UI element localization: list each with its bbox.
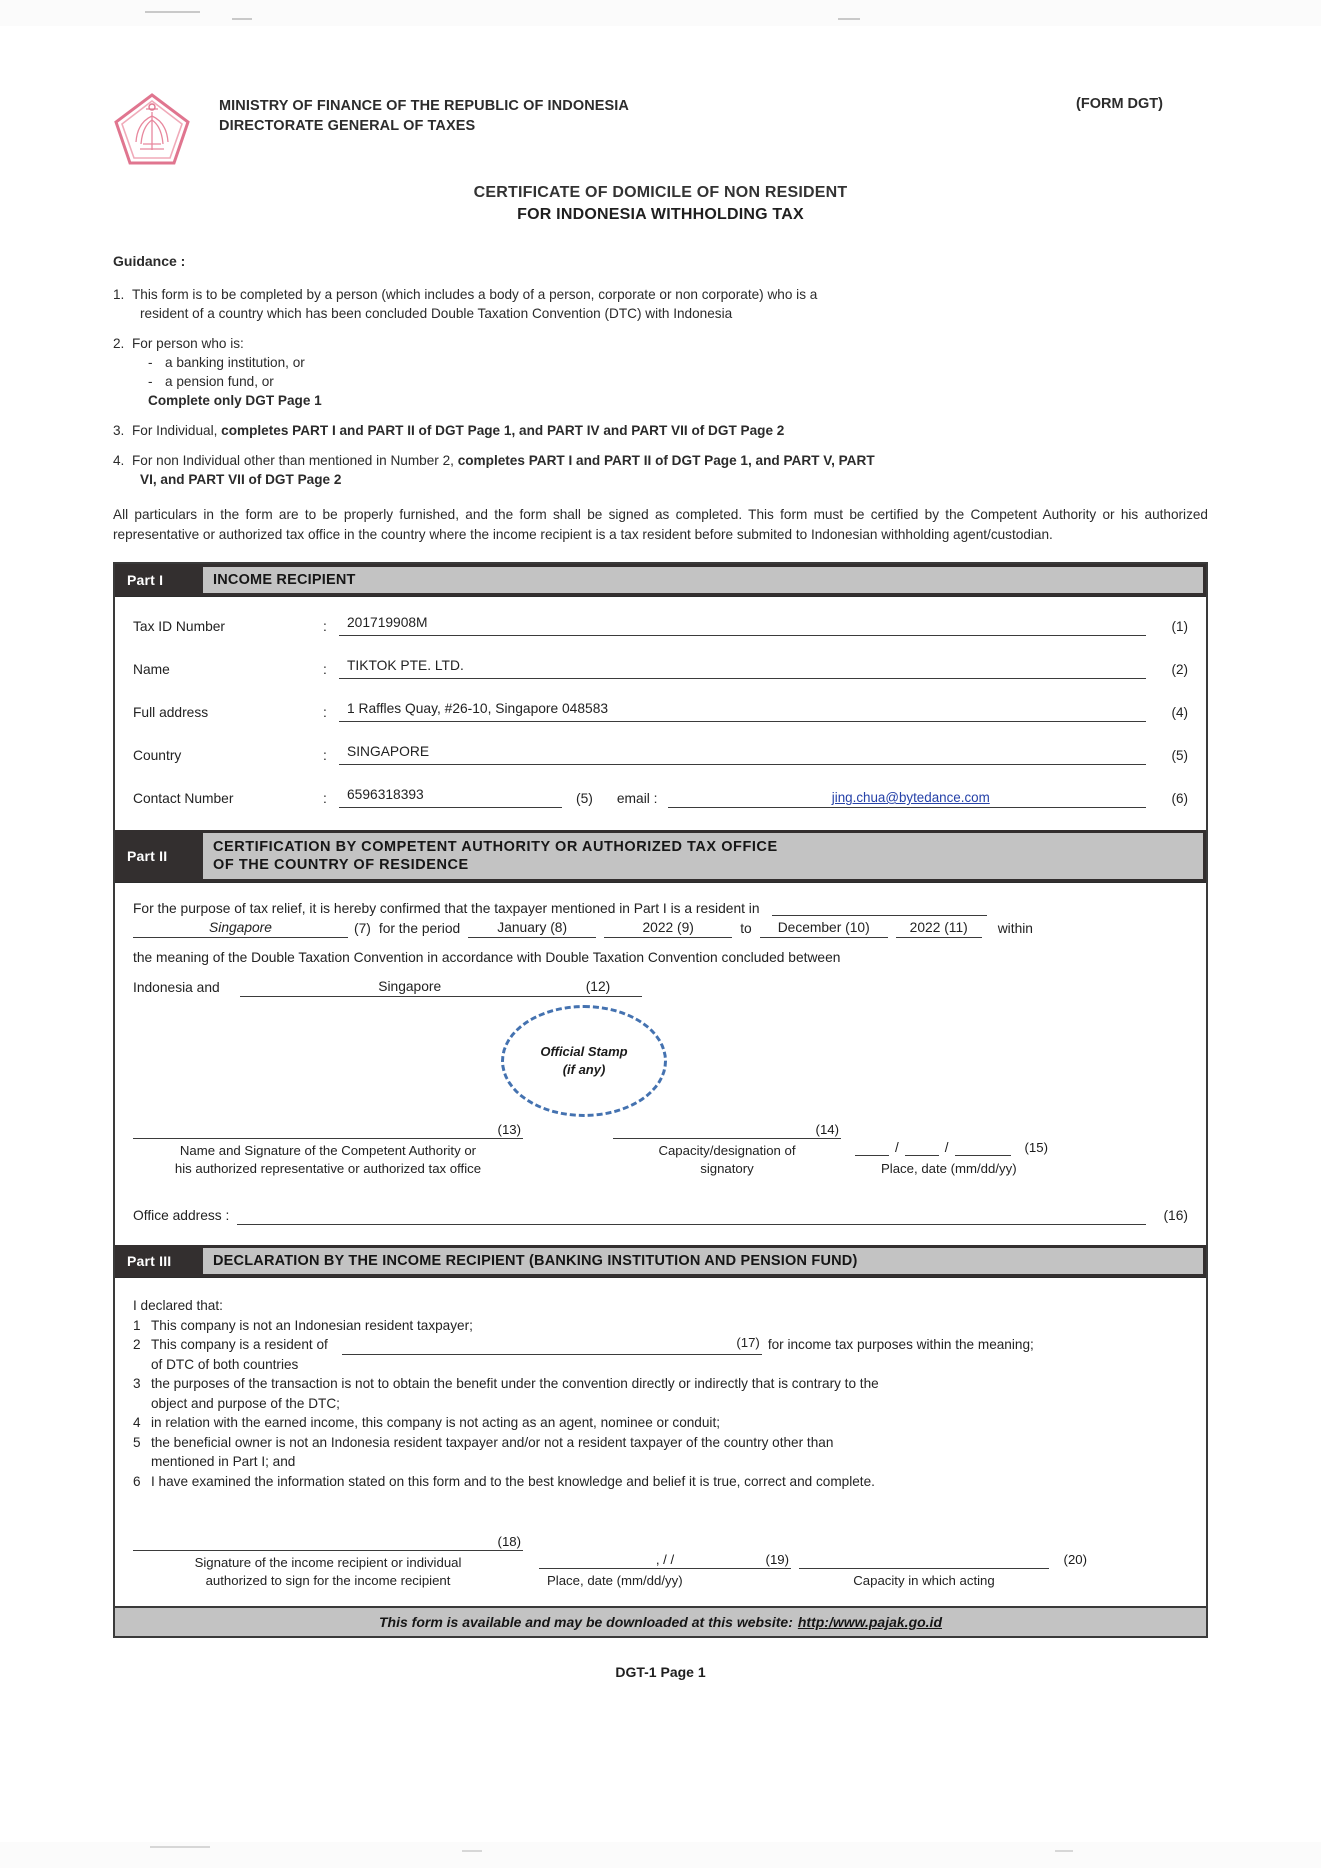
contact-number-input[interactable]: 6596318393 xyxy=(339,787,562,808)
title-line-1: CERTIFICATE OF DOMICILE OF NON RESIDENT xyxy=(473,184,848,201)
place-date-caption: Place, date (mm/dd/yy) xyxy=(881,1161,1017,1176)
competent-authority-signature-input[interactable] xyxy=(133,1121,523,1139)
part-3-signature-row xyxy=(133,1533,1188,1590)
guidance-item-1-line-1: This form is to be completed by a person (which includes a body of a person, corporate or non corporate) who is a xyxy=(132,287,818,302)
part-3-body xyxy=(115,1278,1206,1606)
capacity-acting-caption: Capacity in which acting xyxy=(853,1573,995,1588)
place-date-inputs[interactable] xyxy=(855,1140,1085,1157)
part-2-title-line-1: CERTIFICATION BY COMPETENT AUTHORITY OR AUTHORIZED TAX OFFICE xyxy=(213,839,778,855)
guidance-paragraph: All particulars in the form are to be properly furnished, and the form shall be signed as completed. This form must be certified by the Competent Authority or his authorized representative or authorized tax office in the country where the income recipient is a tax resident before submited to Indonesian withholding agent/custodian. xyxy=(113,507,1208,542)
recipient-signature-caption xyxy=(133,1551,523,1590)
capacity-designation-block xyxy=(613,1121,841,1178)
form-code: (FORM DGT) xyxy=(1076,96,1163,112)
place-date-block xyxy=(855,1140,1085,1178)
email-value: jing.chua@bytedance.com xyxy=(831,790,990,805)
competent-authority-signature-block xyxy=(133,1121,523,1178)
part-2-intro-row xyxy=(133,901,1188,916)
field-full-address xyxy=(133,701,1188,722)
bullet-dash: - xyxy=(148,355,153,370)
field-label: Tax ID Number xyxy=(133,619,226,634)
declaration-item-2-tail: for income tax purposes within the meaning; xyxy=(767,1337,1034,1352)
part-2-period-row xyxy=(133,920,1188,938)
email-input[interactable] xyxy=(668,790,1146,808)
scan-artifact xyxy=(838,18,860,20)
declaration-item-5-continuation: mentioned in Part I; and xyxy=(151,1454,296,1469)
part-3-header xyxy=(115,1245,1206,1278)
part-2-meaning-text: the meaning of the Double Taxation Convention in accordance with Double Taxation Convention concluded between xyxy=(133,950,841,965)
period-to-label: to xyxy=(740,921,752,936)
guidance-item-1-number: 1. xyxy=(113,287,125,302)
declaration-item-4-number: 4 xyxy=(133,1415,141,1430)
declaration-item-4-text: in relation with the earned income, this company is not acting as an agent, nominee or conduit; xyxy=(151,1415,721,1430)
indonesia-and-label: Indonesia and xyxy=(133,980,220,995)
declaration-intro: I declared that: xyxy=(133,1298,223,1313)
caption-line-1: Signature of the income recipient or individual xyxy=(194,1555,462,1570)
capacity-acting-ref-number: (20) xyxy=(1063,1552,1087,1567)
name-input[interactable]: TIKTOK PTE. LTD. xyxy=(339,658,1146,679)
guidance-item-3-bold: completes PART I and PART II of DGT Page 1, and PART IV and PART VII of DGT Page 2 xyxy=(221,423,785,438)
period-year-from-input[interactable]: 2022 (9) xyxy=(604,920,732,938)
scan-artifact xyxy=(150,1846,210,1848)
declaration-item-2-continuation: of DTC of both countries xyxy=(151,1356,299,1372)
part-2-header xyxy=(115,830,1206,883)
guidance-item-4-number: 4. xyxy=(113,453,125,468)
recipient-place-date-input[interactable] xyxy=(539,1551,791,1569)
part-2-treaty-row xyxy=(133,979,1188,997)
office-address-input[interactable] xyxy=(237,1222,1146,1225)
declaration-item-1 xyxy=(133,1316,1188,1336)
guidance-item-2-bold-note: Complete only DGT Page 1 xyxy=(148,393,322,408)
guidance-item-2-sub-1 xyxy=(132,353,1208,372)
declaration-item-2-number: 2 xyxy=(133,1337,141,1352)
field-label: Full address xyxy=(133,705,209,720)
field-tax-id-number xyxy=(133,615,1188,636)
guidance-item-3-number: 3. xyxy=(113,423,125,438)
guidance-section xyxy=(113,252,1208,544)
part-1-body xyxy=(115,597,1206,830)
part-2-title xyxy=(203,833,1203,879)
recipient-place-date-caption: Place, date (mm/dd/yy) xyxy=(547,1573,683,1588)
title-line-2: FOR INDONESIA WITHHOLDING TAX xyxy=(517,206,804,223)
signature-ref-number: (18) xyxy=(497,1534,521,1549)
period-month-to-input[interactable]: December (10) xyxy=(760,920,888,938)
guidance-item-4 xyxy=(113,451,1208,489)
resident-of-ref-number: (17) xyxy=(736,1335,760,1350)
place-date-marks: , / / xyxy=(655,1552,675,1567)
org-line-1: MINISTRY OF FINANCE OF THE REPUBLIC OF INDONESIA xyxy=(219,98,630,114)
recipient-signature-block xyxy=(133,1533,523,1590)
residence-country-ref: (7) xyxy=(354,921,371,936)
full-address-input[interactable]: 1 Raffles Quay, #26-10, Singapore 048583 xyxy=(339,701,1146,722)
field-ref-number: (5) xyxy=(1171,748,1188,763)
part-2-signature-row xyxy=(133,1121,1188,1178)
part-2-title-line-2: OF THE COUNTRY OF RESIDENCE xyxy=(213,857,469,873)
office-address-label: Office address : xyxy=(133,1208,230,1223)
scan-artifact xyxy=(462,1850,482,1852)
caption-line-1: Name and Signature of the Competent Authority or xyxy=(179,1143,477,1158)
field-ref-number: (6) xyxy=(1171,791,1188,806)
part-2-body xyxy=(115,883,1206,1245)
residence-country-input[interactable]: Singapore xyxy=(133,920,348,938)
date-segment-mm[interactable] xyxy=(855,1140,889,1156)
field-colon: : xyxy=(323,619,327,634)
field-ref-number: (1) xyxy=(1171,619,1188,634)
part-1-label: Part I xyxy=(115,564,203,596)
period-month-from-input[interactable]: January (8) xyxy=(468,920,596,938)
guidance-item-4-bold-2: VI, and PART VII of DGT Page 2 xyxy=(140,472,342,487)
guidance-item-4-plain: For non Individual other than mentioned in Number 2, xyxy=(132,453,458,468)
capacity-acting-input[interactable] xyxy=(799,1551,1087,1569)
guidance-item-3 xyxy=(113,421,1208,440)
treaty-country-input[interactable]: Singapore xyxy=(240,979,580,997)
caption-line-1: Capacity/designation of xyxy=(658,1143,796,1158)
treaty-country-ref: (12) xyxy=(580,979,642,997)
declaration-item-3-text: the purposes of the transaction is not to obtain the benefit under the convention directly or indirectly that is contrary to the xyxy=(151,1376,879,1391)
field-country xyxy=(133,744,1188,765)
declaration-item-1-number: 1 xyxy=(133,1317,141,1333)
scan-artifact xyxy=(145,11,200,13)
stamp-line-1: Official Stamp xyxy=(540,1044,628,1059)
field-colon: : xyxy=(323,662,327,677)
part-3-title: DECLARATION BY THE INCOME RECIPIENT (BANKING INSTITUTION AND PENSION FUND) xyxy=(203,1248,1203,1274)
field-ref-number: (4) xyxy=(1171,705,1188,720)
document-title xyxy=(113,182,1208,226)
ministry-heading xyxy=(219,96,629,136)
office-address-row xyxy=(133,1208,1188,1225)
guidance-item-4-bold-1: completes PART I and PART II of DGT Page 1, and PART V, PART xyxy=(457,453,875,468)
declaration-item-1-text: This company is not an Indonesian resident taxpayer; xyxy=(151,1317,473,1333)
guidance-item-2-sub-2-text: a pension fund, or xyxy=(165,374,274,389)
form-body xyxy=(113,562,1208,1638)
place-date-ref-number: (15) xyxy=(1024,1140,1048,1155)
declaration-list xyxy=(133,1296,1188,1491)
caption-line-2: his authorized representative or authorized tax office xyxy=(174,1161,482,1176)
capacity-designation-caption xyxy=(613,1139,841,1178)
official-stamp-area xyxy=(133,997,1188,1117)
country-input[interactable]: SINGAPORE xyxy=(339,744,1146,765)
part-1-header xyxy=(115,564,1206,597)
part-2-label: Part II xyxy=(115,830,203,882)
declaration-item-5-text: the beneficial owner is not an Indonesia resident taxpayer and/or not a resident taxpayer of the country other than xyxy=(151,1434,834,1450)
guidance-item-1-line-2: resident of a country which has been concluded Double Taxation Convention (DTC) with Indonesia xyxy=(140,306,733,321)
for-the-period-label: for the period xyxy=(378,921,461,936)
bullet-dash: - xyxy=(148,374,153,389)
recipient-signature-input[interactable] xyxy=(133,1533,523,1551)
field-colon: : xyxy=(323,705,327,720)
caption-line-2: authorized to sign for the income recipient xyxy=(205,1573,451,1588)
guidance-item-2-sub-1-text: a banking institution, or xyxy=(165,355,305,370)
guidance-item-3-plain: For Individual, xyxy=(132,423,222,438)
date-segment-yy[interactable] xyxy=(955,1140,1011,1156)
declaration-item-5-number: 5 xyxy=(133,1434,141,1450)
email-label: email : xyxy=(616,791,658,806)
declaration-item-3-number: 3 xyxy=(133,1376,141,1391)
scan-artifact xyxy=(1055,1850,1073,1852)
caption-line-2: signatory xyxy=(700,1161,754,1176)
guidance-item-2-line-1: For person who is: xyxy=(132,336,244,351)
signature-ref-number: (13) xyxy=(497,1122,521,1137)
footer-text: This form is available and may be downloaded at this website: xyxy=(378,1614,793,1630)
field-label: Country xyxy=(133,748,182,763)
field-colon: : xyxy=(323,791,327,806)
official-stamp-placeholder xyxy=(501,1005,667,1117)
part-1-title: INCOME RECIPIENT xyxy=(203,567,1203,593)
scan-artifact xyxy=(232,18,252,20)
form-sheet xyxy=(113,70,1208,1680)
pajak-website-link[interactable]: http:/www.pajak.go.id xyxy=(797,1614,943,1630)
field-ref-number: (2) xyxy=(1171,662,1188,677)
indonesia-garuda-emblem-icon xyxy=(113,92,191,164)
form-footer-bar xyxy=(115,1606,1206,1636)
field-label: Contact Number xyxy=(133,791,234,806)
declaration-item-6-number: 6 xyxy=(133,1473,141,1489)
contact-ref-number: (5) xyxy=(576,791,593,806)
declaration-item-3-continuation: object and purpose of the DTC; xyxy=(151,1395,340,1411)
declaration-item-3 xyxy=(133,1374,1188,1413)
date-slash-1: / xyxy=(895,1140,899,1155)
guidance-item-2 xyxy=(113,334,1208,410)
recipient-place-date-block xyxy=(539,1551,791,1590)
resident-in-input[interactable] xyxy=(772,915,987,916)
part-2-intro-text: For the purpose of tax relief, it is hereby confirmed that the taxpayer mentioned in Part I is a resident in xyxy=(133,901,760,916)
date-slash-2: / xyxy=(944,1140,949,1155)
declaration-item-2 xyxy=(133,1335,1188,1374)
within-label: within xyxy=(997,921,1033,936)
capacity-acting-block xyxy=(799,1551,1087,1590)
competent-authority-caption xyxy=(133,1139,523,1178)
guidance-item-1 xyxy=(113,285,1208,323)
place-date-ref-number: (19) xyxy=(765,1552,789,1567)
field-colon: : xyxy=(323,748,327,763)
declaration-item-6 xyxy=(133,1472,1188,1492)
declaration-item-4 xyxy=(133,1413,1188,1433)
capacity-designation-input[interactable] xyxy=(613,1121,841,1139)
declaration-item-6-text: I have examined the information stated on this form and to the best knowledge and belief it is true, correct and complete. xyxy=(151,1473,875,1489)
page-footer: DGT-1 Page 1 xyxy=(615,1664,706,1680)
guidance-item-2-sub-2 xyxy=(132,372,1208,391)
scan-edge-top xyxy=(0,0,1321,26)
stamp-line-2: (if any) xyxy=(562,1062,606,1077)
field-name xyxy=(133,658,1188,679)
office-address-ref: (16) xyxy=(1163,1208,1188,1223)
guidance-heading: Guidance : xyxy=(113,253,186,269)
date-segment-dd[interactable] xyxy=(905,1140,939,1156)
document-header xyxy=(113,70,1208,148)
period-year-to-input[interactable]: 2022 (11) xyxy=(896,920,982,938)
guidance-item-2-number: 2. xyxy=(113,336,125,351)
field-contact-number xyxy=(133,787,1188,808)
field-label: Name xyxy=(133,662,170,677)
org-line-2: DIRECTORATE GENERAL OF TAXES xyxy=(219,118,476,134)
declaration-item-5 xyxy=(133,1433,1188,1472)
tax-id-number-input[interactable]: 201719908M xyxy=(339,615,1146,636)
declaration-item-2-text: This company is a resident of xyxy=(151,1337,328,1352)
resident-of-input[interactable] xyxy=(342,1337,762,1355)
capacity-ref-number: (14) xyxy=(815,1122,839,1137)
part-3-label: Part III xyxy=(115,1245,203,1277)
